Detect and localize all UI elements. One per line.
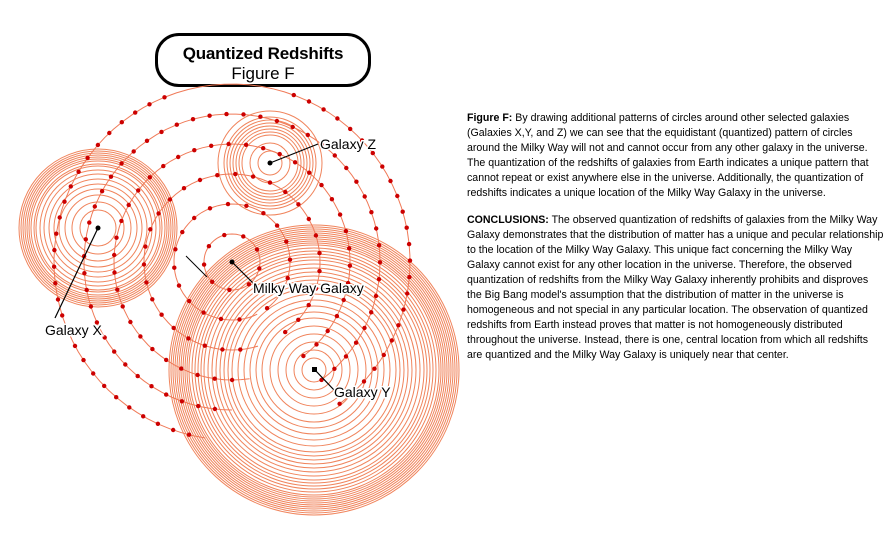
milky-way-arc-dot <box>220 347 224 351</box>
milky-way-arc-dot <box>202 262 206 266</box>
milky-way-arc-dot <box>96 143 100 147</box>
milky-way-arc-dot <box>52 265 56 269</box>
milky-way-arc-dot <box>141 414 145 418</box>
milky-way-arc-dot <box>261 146 265 150</box>
milky-way-arc-dot <box>171 428 175 432</box>
milky-way-arc-dot <box>132 149 136 153</box>
milky-way-arc-dot <box>56 297 60 301</box>
milky-way-arc-dot <box>237 317 241 321</box>
milky-way-arc-dot <box>401 210 405 214</box>
milky-way-arc-dot <box>209 144 213 148</box>
milky-way-arc-dot <box>314 233 318 237</box>
milky-way-arc-dot <box>388 179 392 183</box>
milky-way-center <box>230 260 235 265</box>
milky-way-arc-dot <box>168 197 172 201</box>
milky-way-arc-dot <box>175 123 179 127</box>
milky-way-arc-dot <box>150 297 154 301</box>
milky-way-arc-dot <box>247 282 251 286</box>
milky-way-arc-dot <box>382 353 386 357</box>
milky-way-arc-dot <box>208 206 212 210</box>
milky-way-arc-dot <box>219 317 223 321</box>
milky-way-arc-dot <box>148 227 152 231</box>
milky-way-arc-dot <box>291 125 295 129</box>
milky-way-arc-dot <box>150 347 154 351</box>
milky-way-arc-dot <box>380 164 384 168</box>
milky-way-arc-dot <box>164 392 168 396</box>
milky-way-arc-dot <box>114 395 118 399</box>
milky-way-arc-dot <box>344 354 348 358</box>
milky-way-arc-dot <box>255 247 259 251</box>
milky-way-arc-dot <box>408 258 412 262</box>
milky-way-arc-dot <box>362 326 366 330</box>
galaxy-y-label: Galaxy Y <box>334 384 391 400</box>
milky-way-arc-dot <box>192 216 196 220</box>
milky-way-arc-dot <box>317 251 321 255</box>
milky-way-arc-dot <box>119 219 123 223</box>
galaxy-x-label: Galaxy X <box>45 322 102 338</box>
milky-way-arc-dot <box>296 318 300 322</box>
galaxy-y-center <box>312 367 317 372</box>
milky-way-arc-dot <box>378 260 382 264</box>
milky-way-arc-dot <box>148 175 152 179</box>
conclusions-body: The observed quantization of redshifts of galaxies from the Milky Way Galaxy demonstrates that the distribution of matter has a unique and pecular relationship to the location of the Milky Way Galaxy. This unique fact concerning the Milky Way Galaxy cannot exist for any other location in the universe. Therefore, the observed quantization of redshifts from the Milky Way Galaxy inherently prohibits and disproves the Big Bang model's assumption that the distribution of matter in the universe is homogeneous and not special in any particular location. The observation of quantized redshifts from Earth instead proves that matter is not homogeneously distributed throughout the universe. Instead, there is one, central location from which all redshifts are quantized and the Milky Way Galaxy is uniquely near that center. <box>467 213 884 362</box>
milky-way-arc-dot <box>187 433 191 437</box>
milky-way-arc-dot <box>395 194 399 198</box>
milky-way-arc-dot <box>374 226 378 230</box>
milky-way-arc-dot <box>213 377 217 381</box>
figure-description-body: By drawing additional patterns of circles around other selected galaxies (Galaxies X,Y, and Z) we can see that the equidistant (quantized) pattern of circles around the Milky Way will not and cannot occur from any other galaxy in the universe. The quantization of the redshifts of galaxies from Earth indicates a unique pattern that cannot repeat or exist anywhere else in the universe. Additionally, the quantization of redshifts indicates a unique location of the Milky Way Galaxy in the universe. <box>467 112 869 200</box>
milky-way-arc-dot <box>207 114 211 118</box>
milky-way-arc-dot <box>301 354 305 358</box>
milky-way-arc-dot <box>142 262 146 266</box>
milky-way-arc-dot <box>85 288 89 292</box>
milky-way-arc-dot <box>192 148 196 152</box>
milky-way-arc-dot <box>344 166 348 170</box>
figure-description-lead: Figure F: <box>467 112 513 124</box>
milky-way-arc-dot <box>288 258 292 262</box>
milky-way-arc-dot <box>278 152 282 156</box>
milky-way-arc-dot <box>335 116 339 120</box>
milky-way-arc-dot <box>283 330 287 334</box>
milky-way-arc-dot <box>337 402 341 406</box>
milky-way-arc-dot <box>377 277 381 281</box>
milky-way-arc-dot <box>103 335 107 339</box>
milky-way-arc-dot <box>182 186 186 190</box>
milky-way-arc-dot <box>283 190 287 194</box>
milky-way-arc-dot <box>405 291 409 295</box>
conclusions <box>467 213 885 364</box>
milky-way-arc-dot <box>396 323 400 327</box>
milky-way-arc-dot <box>226 142 230 146</box>
milky-way-arc-dot <box>84 237 88 241</box>
milky-way-arc-dot <box>186 336 190 340</box>
milky-way-arc-dot <box>307 303 311 307</box>
milky-way-arc-dot <box>307 217 311 221</box>
figure-subtitle: Figure F <box>231 64 295 83</box>
milky-way-arc-dot <box>268 180 272 184</box>
milky-way-arc-dot <box>348 127 352 131</box>
milky-way-arc-dot <box>348 264 352 268</box>
milky-way-arc-dot <box>121 304 125 308</box>
milky-way-arc-dot <box>85 156 89 160</box>
milky-way-arc-dot <box>342 298 346 302</box>
milky-way-arc-dot <box>145 139 149 143</box>
milky-way-arc-dot <box>251 174 255 178</box>
milky-way-arc-dot <box>390 338 394 342</box>
milky-way-arc-dot <box>187 299 191 303</box>
milky-way-arc-dot <box>102 384 106 388</box>
milky-way-arc-dot <box>191 117 195 121</box>
milky-way-arc-dot <box>201 310 205 314</box>
milky-way-arc-dot <box>149 384 153 388</box>
milky-way-arc-dot <box>69 184 73 188</box>
milky-way-arc-dot <box>210 280 214 284</box>
milky-way-arc-dot <box>215 173 219 177</box>
milky-way-arc-dot <box>180 399 184 403</box>
milky-way-arc-dot <box>296 202 300 206</box>
galaxy-x-center <box>96 226 101 231</box>
milky-way-arc-dot <box>58 215 62 219</box>
milky-way-arc-dot <box>172 266 176 270</box>
milky-way-arc-dot <box>326 329 330 333</box>
milky-way-arc-dot <box>275 119 279 123</box>
milky-way-arc-dot <box>161 164 165 168</box>
milky-way-arc-dot <box>407 242 411 246</box>
milky-way-arc-dot <box>369 210 373 214</box>
milky-way-arc-dot <box>62 200 66 204</box>
milky-way-arc-dot <box>332 367 336 371</box>
galaxy-z-center <box>268 161 273 166</box>
milky-way-arc-dot <box>60 313 64 317</box>
milky-way-arc-dot <box>136 374 140 378</box>
milky-way-arc-dot <box>123 362 127 366</box>
milky-way-arc-dot <box>321 107 325 111</box>
milky-way-arc-dot <box>401 307 405 311</box>
milky-way-arc-dot <box>120 120 124 124</box>
milky-way-arc-dot <box>241 112 245 116</box>
milky-way-arc-dot <box>347 246 351 250</box>
milky-way-arc-dot <box>335 314 339 318</box>
milky-way-arc-dot <box>284 239 288 243</box>
milky-way-arc-dot <box>128 320 132 324</box>
milky-way-arc-dot <box>405 226 409 230</box>
milky-way-arc-dot <box>176 155 180 159</box>
milky-way-arc-dot <box>258 115 262 119</box>
milky-way-arc-dot <box>115 288 119 292</box>
milky-way-arc-dot <box>100 189 104 193</box>
milky-way-arc-dot <box>159 130 163 134</box>
milky-way-arc-dot <box>198 178 202 182</box>
milky-way-arc-dot <box>354 341 358 345</box>
milky-way-arc-dot <box>82 271 86 275</box>
milky-way-arc-dot <box>89 304 93 308</box>
milky-way-arc-dot <box>164 358 168 362</box>
milky-way-arc-dot <box>54 232 58 236</box>
milky-way-arc-dot <box>177 283 181 287</box>
galaxy-z-label: Galaxy Z <box>320 136 377 152</box>
milky-way-arc-dot <box>147 102 151 106</box>
milky-way-arc-dot <box>180 230 184 234</box>
milky-way-arc-dot <box>195 373 199 377</box>
milky-way-arc-dot <box>179 366 183 370</box>
milky-way-arc-dot <box>203 344 207 348</box>
figure-title: Quantized Redshifts <box>182 44 344 63</box>
milky-way-arc-dot <box>307 171 311 175</box>
milky-way-arc-dot <box>107 131 111 135</box>
milky-way-arc-dot <box>133 110 137 114</box>
milky-way-arc-dot <box>319 183 323 187</box>
milky-way-arc-dot <box>369 310 373 314</box>
milky-way-arc-dot <box>265 306 269 310</box>
milky-way-arc-dot <box>238 347 242 351</box>
milky-way-arc-dot <box>162 95 166 99</box>
milky-way-arc-dot <box>93 204 97 208</box>
milky-way-arc-dot <box>136 188 140 192</box>
milky-way-arc-dot <box>222 233 226 237</box>
milky-way-arc-dot <box>52 248 56 252</box>
milky-way-arc-dot <box>91 371 95 375</box>
milky-way-arc-dot <box>241 234 245 238</box>
milky-way-arc-dot <box>112 270 116 274</box>
milky-way-arc-dot <box>173 247 177 251</box>
figure-description <box>467 111 885 202</box>
milky-way-arc-dot <box>233 172 237 176</box>
milky-way-arc-dot <box>112 349 116 353</box>
milky-way-arc-dot <box>159 313 163 317</box>
milky-way-arc-dot <box>344 229 348 233</box>
milky-way-arc-dot <box>307 99 311 103</box>
milky-way-arc-dot <box>275 223 279 227</box>
milky-way-arc-dot <box>317 269 321 273</box>
milky-way-label: Milky Way Galaxy <box>253 280 364 296</box>
milky-way-arc-dot <box>224 112 228 116</box>
milky-way-arc-dot <box>213 407 217 411</box>
milky-way-arc-dot <box>207 244 211 248</box>
milky-way-arc-dot <box>330 197 334 201</box>
milky-way-arc-dot <box>257 266 261 270</box>
milky-way-arc-dot <box>138 334 142 338</box>
milky-way-arc-dot <box>76 170 80 174</box>
milky-way-arc-dot <box>293 160 297 164</box>
conclusions-lead: CONCLUSIONS: <box>467 213 549 226</box>
milky-way-arc-dot <box>112 253 116 257</box>
milky-way-arc-dot <box>81 358 85 362</box>
milky-way-arc-dot <box>261 211 265 215</box>
milky-way-arc-dot <box>374 294 378 298</box>
milky-way-arc-dot <box>196 404 200 408</box>
milky-way-arc-dot <box>156 422 160 426</box>
milky-way-arc-dot <box>244 204 248 208</box>
milky-way-arc-dot <box>127 405 131 409</box>
milky-way-arc-dot <box>114 236 118 240</box>
milky-way-arc-dot <box>87 220 91 224</box>
description-panel <box>467 111 885 375</box>
milky-way-arc-dot <box>73 344 77 348</box>
milky-way-arc-dot <box>314 342 318 346</box>
milky-way-arc-dot <box>362 379 366 383</box>
milky-way-arc-dot <box>377 243 381 247</box>
milky-way-arc-dot <box>227 288 231 292</box>
milky-way-arc-dot <box>172 326 176 330</box>
milky-way-arc-dot <box>338 212 342 216</box>
milky-way-arc-dot <box>230 378 234 382</box>
milky-way-arc-dot <box>109 175 113 179</box>
milky-way-arc-dot <box>143 244 147 248</box>
milky-way-arc-dot <box>372 367 376 371</box>
milky-way-arc-dot <box>119 161 123 165</box>
milky-way-arc-dot <box>53 281 57 285</box>
milky-way-arc-dot <box>407 275 411 279</box>
milky-way-arc-dot <box>354 180 358 184</box>
milky-way-arc-dot <box>292 93 296 97</box>
milky-way-arc-dot <box>156 211 160 215</box>
milky-way-arc-dot <box>363 194 367 198</box>
milky-way-arc-dot <box>226 202 230 206</box>
milky-way-arc-dot <box>333 153 337 157</box>
milky-way-arc-dot <box>244 143 248 147</box>
milky-way-arc-dot <box>306 133 310 137</box>
milky-way-arc-dot <box>127 203 131 207</box>
milky-way-arc-dot <box>144 280 148 284</box>
